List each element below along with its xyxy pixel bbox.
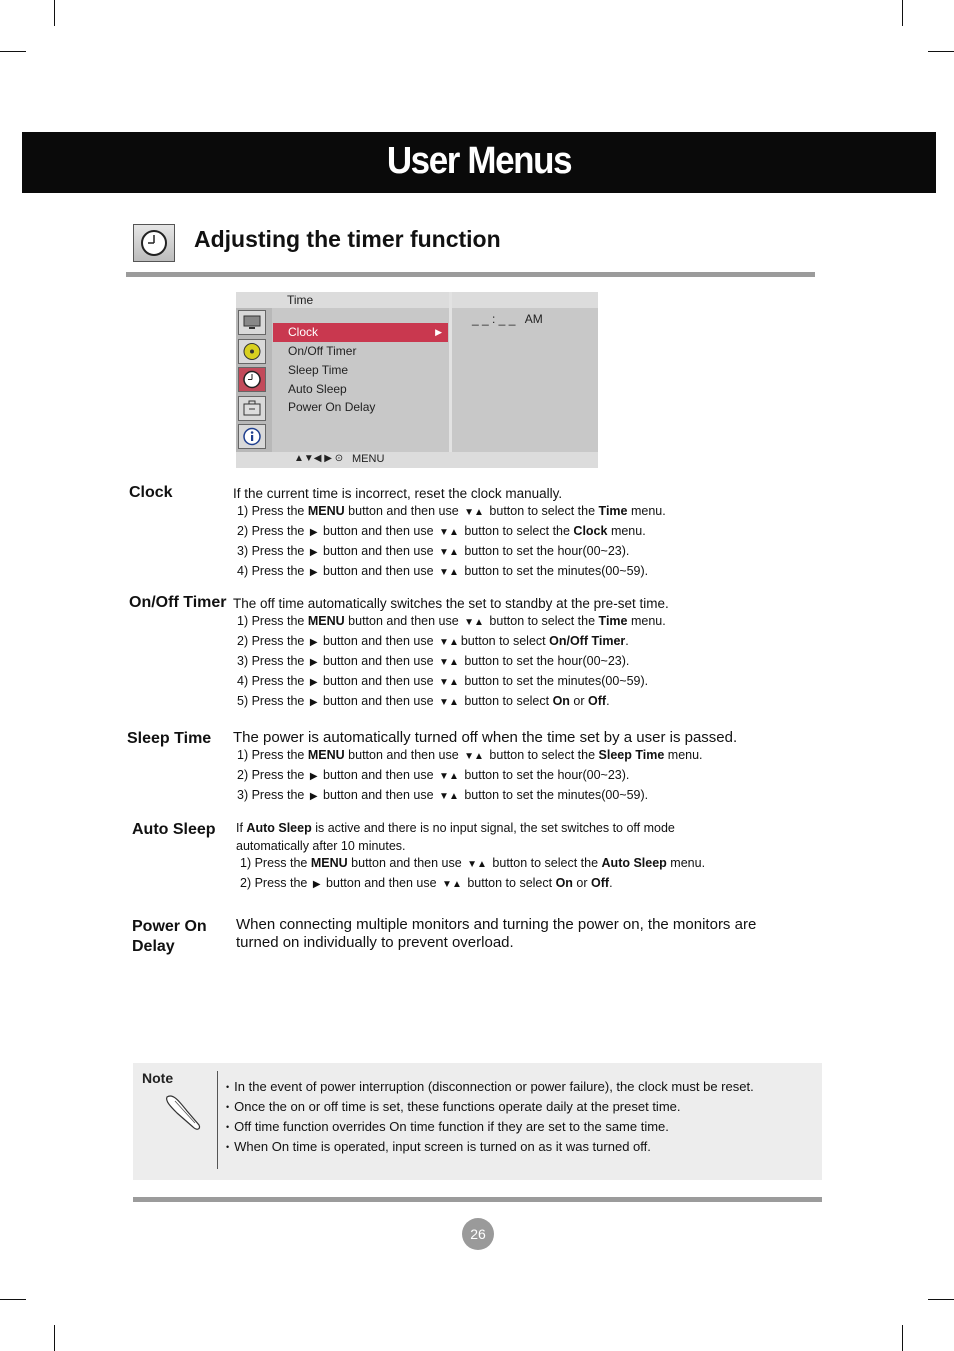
crop-mark bbox=[0, 51, 26, 52]
step-line: 5) Press the ▶ button and then use ▼▲ button to select On or Off. bbox=[237, 694, 610, 708]
onoff-timer-steps bbox=[237, 612, 666, 712]
clock-icon bbox=[133, 224, 175, 262]
pen-icon bbox=[163, 1089, 209, 1135]
osd-icon-column bbox=[236, 308, 272, 452]
info-icon bbox=[238, 424, 266, 449]
monitor-icon bbox=[238, 310, 266, 335]
step-line: 2) Press the ▶ button and then use ▼▲ button to set the hour(00~23). bbox=[237, 768, 630, 782]
crop-mark bbox=[928, 1299, 954, 1300]
osd-divider bbox=[449, 292, 452, 468]
sleep-time-steps bbox=[237, 746, 703, 806]
step-line: 3) Press the ▶ button and then use ▼▲ button to set the hour(00~23). bbox=[237, 654, 630, 668]
crop-mark bbox=[928, 51, 954, 52]
note-label: Note bbox=[142, 1070, 174, 1086]
auto-sleep-label: Auto Sleep bbox=[132, 821, 216, 838]
arrow-up-down-icon: ▼▲ bbox=[464, 751, 484, 762]
clock-icon bbox=[238, 367, 266, 392]
step-line: automatically after 10 minutes. bbox=[236, 839, 406, 853]
note-item: • When On time is operated, input screen is turned on as it was turned off. bbox=[226, 1137, 754, 1157]
color-disc-icon bbox=[238, 339, 266, 364]
sleep-time-intro: The power is automatically turned off when the time set by a user is passed. bbox=[233, 729, 738, 746]
step-line: 3) Press the ▶ button and then use ▼▲ button to set the hour(00~23). bbox=[237, 544, 630, 558]
step-line: 2) Press the ▶ button and then use ▼▲ button to select the Clock menu. bbox=[237, 524, 646, 538]
arrow-up-down-icon: ▼▲ bbox=[464, 617, 484, 628]
crop-mark bbox=[0, 1299, 26, 1300]
osd-title: Time bbox=[287, 293, 314, 307]
arrow-up-down-icon: ▼▲ bbox=[439, 657, 459, 668]
osd-nav-arrows: ▲▼◀ ▶ ⊙ bbox=[294, 453, 344, 464]
note-item: • Off time function overrides On time function if they are set to the same time. bbox=[226, 1117, 754, 1137]
step-line: 3) Press the ▶ button and then use ▼▲ button to set the minutes(00~59). bbox=[237, 788, 649, 802]
arrow-up-down-icon: ▼▲ bbox=[439, 547, 459, 558]
step-line: 2) Press the ▶ button and then use ▼▲ button to select On/Off Timer. bbox=[237, 634, 629, 648]
arrow-right-icon: ▶ bbox=[309, 567, 318, 578]
onoff-timer-intro: The off time automatically switches the set to standby at the pre-set time. bbox=[233, 596, 669, 611]
briefcase-icon bbox=[238, 396, 266, 421]
step-line: 1) Press the MENU button and then use ▼▲ button to select the Sleep Time menu. bbox=[237, 748, 703, 762]
sleep-time-label: Sleep Time bbox=[127, 730, 212, 747]
osd-menu-label: MENU bbox=[352, 453, 385, 465]
arrow-right-icon: ▶ bbox=[309, 697, 318, 708]
arrow-up-down-icon: ▼▲ bbox=[439, 637, 459, 648]
arrow-right-icon: ▶ bbox=[309, 657, 318, 668]
bottom-divider bbox=[133, 1197, 822, 1202]
osd-item-clock[interactable]: Clock ▶ bbox=[273, 323, 448, 342]
step-line: 2) Press the ▶ button and then use ▼▲ button to select On or Off. bbox=[240, 876, 613, 890]
section-divider bbox=[126, 272, 815, 277]
page-title: User Menus bbox=[386, 140, 572, 182]
crop-mark bbox=[902, 1325, 903, 1351]
osd-item-auto-sleep[interactable]: Auto Sleep bbox=[288, 382, 347, 396]
arrow-right-icon: ▶ bbox=[309, 547, 318, 558]
arrow-right-icon: ▶ bbox=[312, 879, 321, 890]
arrow-right-icon: ▶ bbox=[309, 527, 318, 538]
arrow-right-icon: ▶ bbox=[309, 791, 318, 802]
section-title: Adjusting the timer function bbox=[194, 226, 501, 252]
clock-label: Clock bbox=[129, 484, 173, 501]
arrow-up-down-icon: ▼▲ bbox=[439, 567, 459, 578]
arrow-up-down-icon: ▼▲ bbox=[439, 527, 459, 538]
step-line: 1) Press the MENU button and then use ▼▲ button to select the Auto Sleep menu. bbox=[240, 856, 706, 870]
note-list bbox=[226, 1077, 754, 1157]
osd-item-onoff-timer[interactable]: On/Off Timer bbox=[288, 344, 357, 358]
power-on-delay-intro: When connecting multiple monitors and turning the power on, the monitors are turned on individually to prevent overload. bbox=[236, 916, 757, 951]
step-line: 1) Press the MENU button and then use ▼▲ button to select the Time menu. bbox=[237, 504, 666, 518]
osd-header bbox=[236, 292, 598, 308]
note-box bbox=[133, 1063, 822, 1180]
arrow-up-down-icon: ▼▲ bbox=[464, 507, 484, 518]
note-item: • In the event of power interruption (disconnection or power failure), the clock must be reset. bbox=[226, 1077, 754, 1097]
auto-sleep-intro bbox=[236, 819, 675, 855]
step-line: 4) Press the ▶ button and then use ▼▲ button to set the minutes(00~59). bbox=[237, 674, 649, 688]
header-banner bbox=[22, 132, 936, 193]
osd-footer bbox=[236, 452, 598, 468]
auto-sleep-steps bbox=[240, 854, 705, 894]
arrow-up-down-icon: ▼▲ bbox=[439, 697, 459, 708]
crop-mark bbox=[54, 0, 55, 26]
arrow-up-down-icon: ▼▲ bbox=[439, 677, 459, 688]
note-item: • Once the on or off time is set, these functions operate daily at the preset time. bbox=[226, 1097, 754, 1117]
crop-mark bbox=[54, 1325, 55, 1351]
osd-item-sleep-time[interactable]: Sleep Time bbox=[288, 363, 349, 377]
arrow-right-icon: ▶ bbox=[309, 677, 318, 688]
note-divider bbox=[217, 1071, 218, 1169]
page-number: 26 bbox=[462, 1218, 494, 1250]
crop-mark bbox=[902, 0, 903, 26]
osd-item-power-on-delay[interactable]: Power On Delay bbox=[288, 400, 376, 414]
onoff-timer-label: On/Off Timer bbox=[129, 594, 227, 611]
arrow-up-down-icon: ▼▲ bbox=[442, 879, 462, 890]
step-line: 1) Press the MENU button and then use ▼▲ button to select the Time menu. bbox=[237, 614, 666, 628]
arrow-up-down-icon: ▼▲ bbox=[467, 859, 487, 870]
clock-intro: If the current time is incorrect, reset the clock manually. bbox=[233, 486, 563, 501]
osd-clock-value: _ _ : _ _ AM bbox=[472, 312, 543, 326]
arrow-up-down-icon: ▼▲ bbox=[439, 791, 459, 802]
clock-steps bbox=[237, 502, 666, 582]
osd-menu-screenshot bbox=[236, 292, 598, 468]
step-line: 4) Press the ▶ button and then use ▼▲ button to set the minutes(00~59). bbox=[237, 564, 649, 578]
arrow-right-icon: ▶ bbox=[309, 637, 318, 648]
arrow-up-down-icon: ▼▲ bbox=[439, 771, 459, 782]
power-on-delay-label: Power On Delay bbox=[132, 918, 207, 955]
arrow-right-icon: ▶ bbox=[309, 771, 318, 782]
step-line: If Auto Sleep is active and there is no input signal, the set switches to off mode bbox=[236, 821, 675, 835]
arrow-right-icon: ▶ bbox=[435, 327, 442, 337]
